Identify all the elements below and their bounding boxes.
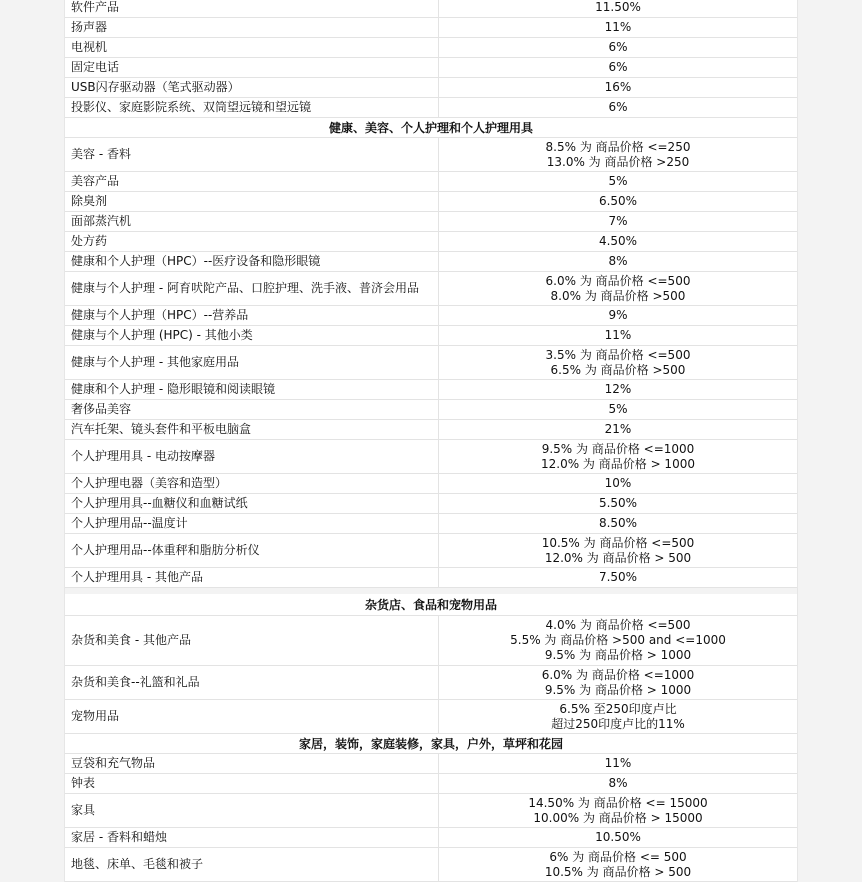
category-cell: 个人护理用品--体重秤和脂肪分析仪: [65, 534, 439, 567]
table-row: [65, 848, 797, 882]
category-cell: 电视机: [65, 38, 439, 57]
category-cell: 豆袋和充气物品: [65, 754, 439, 773]
fee-line: 11%: [604, 328, 632, 342]
fee-cell: [439, 700, 797, 733]
fee-cell: [439, 212, 797, 231]
fee-line: 6%: [608, 60, 628, 74]
fee-line: 8.0% 为 商品价格 >500: [550, 288, 686, 303]
category-cell: 健康与个人护理 (HPC) - 其他小类: [65, 326, 439, 345]
category-cell: 杂货和美食 - 其他产品: [65, 616, 439, 665]
fee-cell: [439, 192, 797, 211]
fee-line: 13.0% 为 商品价格 >250: [546, 154, 690, 169]
fee-cell: [439, 252, 797, 271]
fee-line: 超过250印度卢比的11%: [551, 716, 685, 731]
fee-cell: [439, 138, 797, 171]
table-row: [65, 380, 797, 400]
fee-line: 6%: [608, 40, 628, 54]
section-header: 家居，装饰，家庭装修，家具，户外，草坪和花园: [65, 734, 797, 754]
fee-line: 11%: [604, 20, 632, 34]
table-row: [65, 172, 797, 192]
fee-line: 9.5% 为 商品价格 > 1000: [544, 648, 692, 662]
fee-line: 5%: [608, 174, 628, 188]
table-row: [65, 0, 797, 18]
fee-cell: [439, 828, 797, 847]
category-cell: 处方药: [65, 232, 439, 251]
fee-cell: [439, 232, 797, 251]
fee-line: 14.50% 为 商品价格 <= 15000: [528, 795, 708, 810]
table-row: [65, 774, 797, 794]
category-cell: 健康与个人护理 - 其他家庭用品: [65, 346, 439, 379]
fee-cell: [439, 306, 797, 325]
fee-line: 5.50%: [598, 496, 638, 510]
fee-cell: [439, 98, 797, 117]
fee-cell: [439, 848, 797, 881]
category-cell: 除臭剂: [65, 192, 439, 211]
fee-cell: [439, 58, 797, 77]
category-cell: 宠物用品: [65, 700, 439, 733]
fee-line: 9.5% 为 商品价格 > 1000: [544, 682, 692, 697]
fee-line: 6% 为 商品价格 <= 500: [549, 849, 687, 864]
fee-line: 10%: [604, 476, 632, 490]
category-cell: 固定电话: [65, 58, 439, 77]
fee-line: 12.0% 为 商品价格 > 1000: [541, 456, 695, 471]
fee-line: 6.5% 至250印度卢比: [559, 701, 677, 716]
fee-cell: [439, 272, 797, 305]
table-row: [65, 78, 797, 98]
table-row: [65, 828, 797, 848]
table-row: [65, 252, 797, 272]
fee-line: 8%: [608, 254, 628, 268]
fee-cell: [439, 494, 797, 513]
table-row: [65, 212, 797, 232]
table-row: [65, 616, 797, 666]
category-cell: 钟表: [65, 774, 439, 793]
fee-line: 4.50%: [598, 234, 638, 248]
category-cell: 健康和个人护理 - 隐形眼镜和阅读眼镜: [65, 380, 439, 399]
fee-line: 6.0% 为 商品价格 <=500: [545, 273, 691, 288]
table-row: [65, 534, 797, 568]
fee-line: 3.5% 为 商品价格 <=500: [545, 347, 691, 362]
fee-line: 12.0% 为 商品价格 > 500: [544, 550, 692, 565]
table-row: [65, 440, 797, 474]
fee-line: 6.0% 为 商品价格 <=1000: [541, 667, 695, 682]
fee-cell: [439, 326, 797, 345]
table-row: [65, 38, 797, 58]
fee-line: 10.50%: [595, 830, 641, 844]
fee-line: 9%: [608, 308, 628, 322]
category-cell: 面部蒸汽机: [65, 212, 439, 231]
category-cell: 家具: [65, 794, 439, 827]
category-cell: 健康与个人护理 - 阿育吠陀产品、口腔护理、洗手液、普济会用品: [65, 272, 439, 305]
fee-cell: [439, 774, 797, 793]
fee-cell: [439, 616, 797, 665]
table-row: [65, 754, 797, 774]
category-cell: 软件产品: [65, 0, 439, 17]
category-cell: USB闪存驱动器（笔式驱动器）: [65, 78, 439, 97]
table-row: [65, 272, 797, 306]
category-cell: 扬声器: [65, 18, 439, 37]
table-row: [65, 138, 797, 172]
fee-line: 11.50%: [595, 0, 641, 14]
fee-line: 6.5% 为 商品价格 >500: [550, 362, 686, 377]
table-row: [65, 494, 797, 514]
table-row: [65, 346, 797, 380]
fee-cell: [439, 346, 797, 379]
table-row: [65, 98, 797, 118]
fee-cell: [439, 38, 797, 57]
category-cell: 健康和个人护理（HPC）--医疗设备和隐形眼镜: [65, 252, 439, 271]
table-row: [65, 192, 797, 212]
category-cell: 奢侈品美容: [65, 400, 439, 419]
table-row: [65, 232, 797, 252]
category-cell: 地毯、床单、毛毯和被子: [65, 848, 439, 881]
table-row: [65, 700, 797, 734]
fee-line: 8%: [608, 776, 628, 790]
fee-line: 8.50%: [598, 516, 638, 530]
category-cell: 健康与个人护理（HPC）--营养品: [65, 306, 439, 325]
fee-line: 16%: [604, 80, 632, 94]
fee-cell: [439, 754, 797, 773]
category-cell: 家居 - 香料和蜡烛: [65, 828, 439, 847]
category-cell: 个人护理用品--温度计: [65, 514, 439, 533]
category-cell: 个人护理用具--血糖仪和血糖试纸: [65, 494, 439, 513]
fee-line: 12%: [604, 382, 632, 396]
table-row: [65, 306, 797, 326]
table-row: [65, 420, 797, 440]
fee-line: 6%: [608, 100, 628, 114]
fee-line: 5.5% 为 商品价格 >500 and <=1000: [510, 633, 726, 647]
table-row: [65, 568, 797, 588]
table-row: [65, 794, 797, 828]
section-header: 健康、美容、个人护理和个人护理用具: [65, 118, 797, 138]
fee-cell: [439, 474, 797, 493]
table-row: [65, 400, 797, 420]
fee-line: 9.5% 为 商品价格 <=1000: [541, 441, 695, 456]
fee-line: 21%: [604, 422, 632, 436]
fee-cell: [439, 400, 797, 419]
table-row: [65, 18, 797, 38]
fee-cell: [439, 794, 797, 827]
fee-line: 10.5% 为 商品价格 <=500: [541, 535, 695, 550]
table-row: [65, 474, 797, 494]
fee-line: 6.50%: [598, 194, 638, 208]
fee-cell: [439, 514, 797, 533]
fee-cell: [439, 420, 797, 439]
fee-line: 4.0% 为 商品价格 <=500: [545, 618, 691, 632]
fee-cell: [439, 18, 797, 37]
fee-cell: [439, 568, 797, 587]
fee-line: 10.5% 为 商品价格 > 500: [544, 864, 692, 879]
fee-line: 7%: [608, 214, 628, 228]
fee-cell: [439, 78, 797, 97]
category-cell: 个人护理用具 - 其他产品: [65, 568, 439, 587]
category-cell: 个人护理电器（美容和造型）: [65, 474, 439, 493]
table-row: [65, 58, 797, 78]
category-cell: 美容产品: [65, 172, 439, 191]
fee-line: 10.00% 为 商品价格 > 15000: [533, 810, 703, 825]
table-row: [65, 326, 797, 346]
table-row: [65, 514, 797, 534]
category-cell: 投影仪、家庭影院系统、双筒望远镜和望远镜: [65, 98, 439, 117]
fee-line: 5%: [608, 402, 628, 416]
fee-line: 8.5% 为 商品价格 <=250: [545, 139, 691, 154]
table-row: [65, 666, 797, 700]
fee-line: 11%: [604, 756, 632, 770]
category-cell: 杂货和美食--礼篮和礼品: [65, 666, 439, 699]
fee-cell: [439, 172, 797, 191]
fee-cell: [439, 380, 797, 399]
fee-cell: [439, 0, 797, 17]
category-cell: 美容 - 香料: [65, 138, 439, 171]
fee-table: [64, 0, 798, 882]
fee-cell: [439, 440, 797, 473]
category-cell: 个人护理用具 - 电动按摩器: [65, 440, 439, 473]
category-cell: 汽车托架、镜头套件和平板电脑盒: [65, 420, 439, 439]
section-header: 杂货店、食品和宠物用品: [65, 594, 797, 616]
fee-line: 7.50%: [598, 570, 638, 584]
fee-cell: [439, 666, 797, 699]
fee-cell: [439, 534, 797, 567]
